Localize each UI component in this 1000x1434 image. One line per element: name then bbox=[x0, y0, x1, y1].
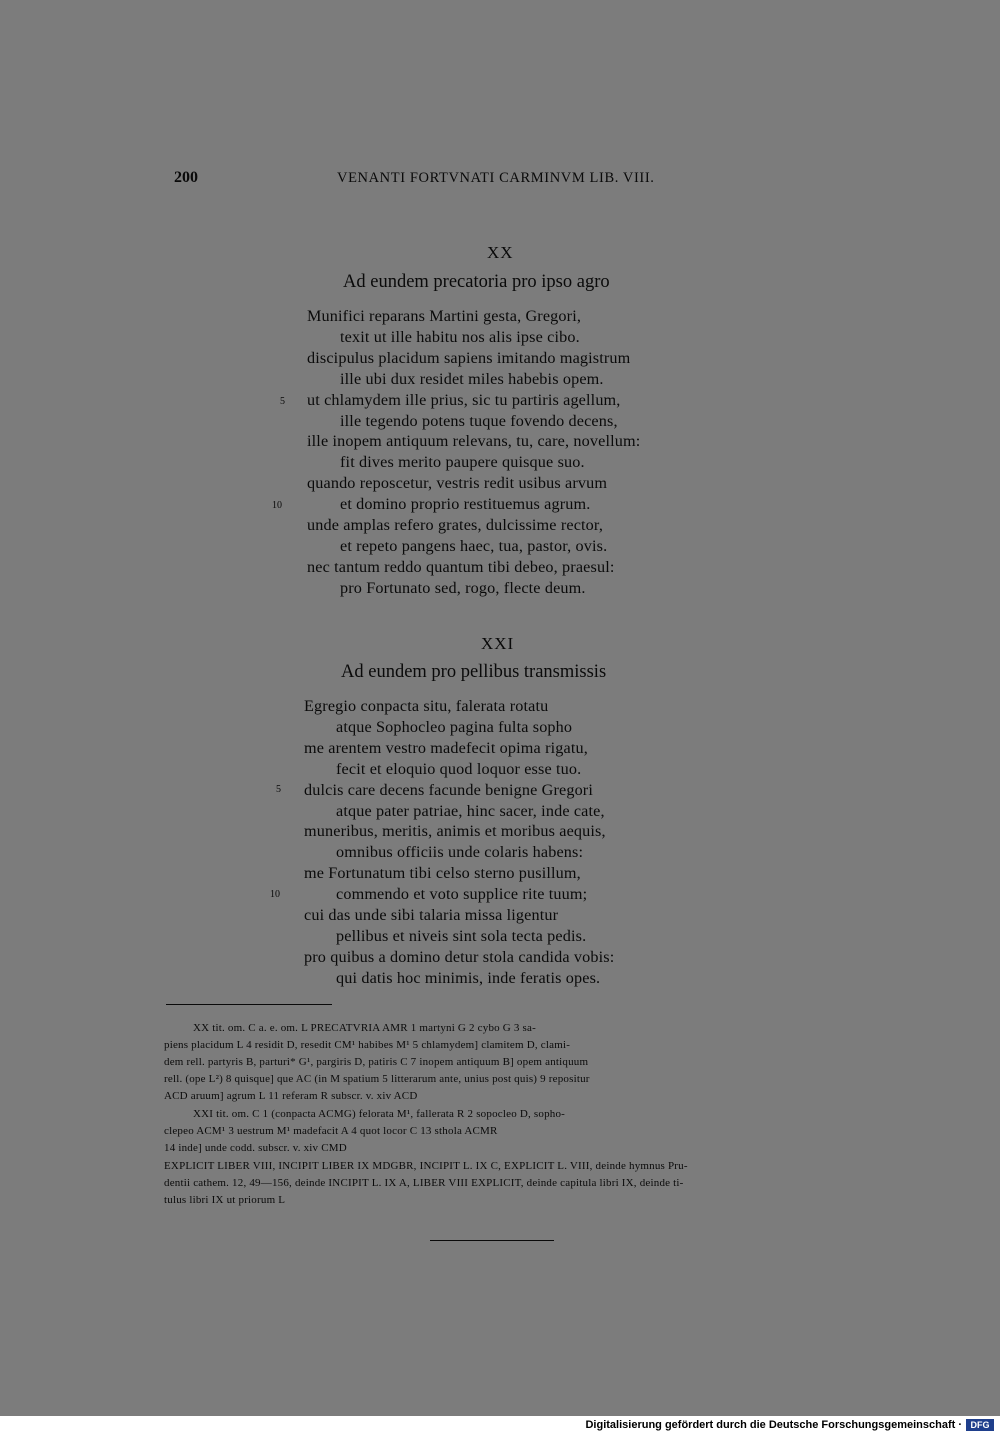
footnote-rule bbox=[166, 1004, 332, 1005]
end-rule bbox=[430, 1240, 554, 1241]
apparatus-line: tulus libri IX ut priorum L bbox=[164, 1194, 286, 1206]
verse-line: pro quibus a domino detur stola candida vobis: bbox=[304, 947, 615, 966]
line-marker: 10 bbox=[270, 889, 280, 900]
verse-line: ille ubi dux residet miles habebis opem. bbox=[340, 369, 604, 388]
dfg-logo: DFG bbox=[966, 1419, 994, 1431]
verse-line: pellibus et niveis sint sola tecta pedis. bbox=[336, 926, 587, 945]
apparatus-line: XX tit. om. C a. e. om. L PRECATVRIA AMR 1 martyni G 2 cybo G 3 sa- bbox=[193, 1022, 536, 1034]
verse-line: ut chlamydem ille prius, sic tu partiris agellum, bbox=[307, 390, 621, 409]
apparatus-line: 14 inde] unde codd. subscr. v. xiv CMD bbox=[164, 1142, 347, 1154]
apparatus-line: piens placidum L 4 residit D, resedit CM¹ habibes M¹ 5 chlamydem] clamitem D, clami- bbox=[164, 1039, 571, 1051]
verse-line: atque pater patriae, hinc sacer, inde cate, bbox=[336, 801, 605, 820]
apparatus-line: EXPLICIT LIBER VIII, INCIPIT LIBER IX MDGBR, INCIPIT L. IX C, EXPLICIT L. VIII, deinde hymnus Pru- bbox=[164, 1160, 688, 1172]
poem-title: Ad eundem pro pellibus transmissis bbox=[341, 662, 607, 682]
verse-line: fit dives merito paupere quisque suo. bbox=[340, 453, 585, 472]
verse-line: discipulus placidum sapiens imitando magistrum bbox=[307, 348, 631, 367]
verse-line: atque Sophocleo pagina fulta sopho bbox=[336, 717, 573, 736]
verse-line: et domino proprio restituemus agrum. bbox=[340, 495, 591, 514]
verse-line: dulcis care decens facunde benigne Gregori bbox=[304, 780, 593, 799]
apparatus-line: ACD aruum] agrum L 11 referam R subscr. v. xiv ACD bbox=[164, 1090, 418, 1102]
line-marker: 5 bbox=[276, 784, 281, 795]
verse-line: ille tegendo potens tuque fovendo decens, bbox=[340, 411, 618, 430]
verse-line: qui datis hoc minimis, inde feratis opes. bbox=[336, 968, 601, 987]
verse-line: Munifici reparans Martini gesta, Gregori, bbox=[307, 307, 582, 325]
line-marker: 10 bbox=[272, 500, 282, 511]
verse-line: commendo et voto supplice rite tuum; bbox=[336, 885, 588, 904]
verse-line: me Fortunatum tibi celso sterno pusillum, bbox=[304, 864, 581, 883]
verse-line: Egregio conpacta situ, falerata rotatu bbox=[304, 697, 549, 715]
apparatus-line: rell. (ope L²) 8 quisque] que AC (in M spatium 5 litterarum ante, unius post quis) 9 repositur bbox=[164, 1073, 590, 1085]
verse-line: texit ut ille habitu nos alis ipse cibo. bbox=[340, 327, 580, 346]
verse-line: muneribus, meritis, animis et moribus aequis, bbox=[304, 822, 606, 841]
page-number: 200 bbox=[174, 169, 198, 186]
verse-line: ille inopem antiquum relevans, tu, care, novellum: bbox=[307, 432, 641, 451]
verse-line: et repeto pangens haec, tua, pastor, ovis. bbox=[340, 536, 608, 555]
line-marker: 5 bbox=[280, 396, 285, 407]
funding-notice: Digitalisierung gefördert durch die Deutsche Forschungsgemeinschaft · bbox=[585, 1419, 962, 1431]
apparatus-line: dentii cathem. 12, 49—156, deinde INCIPIT L. IX A, LIBER VIII EXPLICIT, deinde capitula libri IX, deinde ti- bbox=[164, 1177, 684, 1189]
apparatus-line: clepeo ACM¹ 3 uestrum M¹ madefacit A 4 quot locor C 13 sthola ACMR bbox=[164, 1125, 498, 1137]
verse-line: omnibus officiis unde colaris habens: bbox=[336, 843, 584, 862]
verse-line: quando reposcetur, vestris redit usibus arvum bbox=[307, 474, 608, 493]
verse-line: me arentem vestro madefecit opima rigatu, bbox=[304, 738, 588, 757]
verse-line: fecit et eloquio quod loquor esse tuo. bbox=[336, 759, 582, 778]
running-title: VENANTI FORTVNATI CARMINVM LIB. VIII. bbox=[337, 170, 655, 186]
verse-line: cui das unde sibi talaria missa ligentur bbox=[304, 906, 559, 924]
verse-line: nec tantum reddo quantum tibi debeo, praesul: bbox=[307, 557, 615, 576]
poem-number: XX bbox=[487, 243, 514, 262]
verse-line: unde amplas refero grates, dulcissime rector, bbox=[307, 516, 604, 534]
apparatus-line: dem rell. partyris B, parturi* G¹, pargiris D, patiris C 7 inopem antiquum B] opem antiquum bbox=[164, 1056, 589, 1068]
apparatus-line: XXI tit. om. C 1 (conpacta ACMG) felorata M¹, fallerata R 2 sopocleo D, sopho- bbox=[193, 1108, 566, 1120]
poem-number: XXI bbox=[481, 634, 515, 653]
verse-line: pro Fortunato sed, rogo, flecte deum. bbox=[340, 578, 586, 597]
poem-title: Ad eundem precatoria pro ipso agro bbox=[343, 272, 610, 292]
